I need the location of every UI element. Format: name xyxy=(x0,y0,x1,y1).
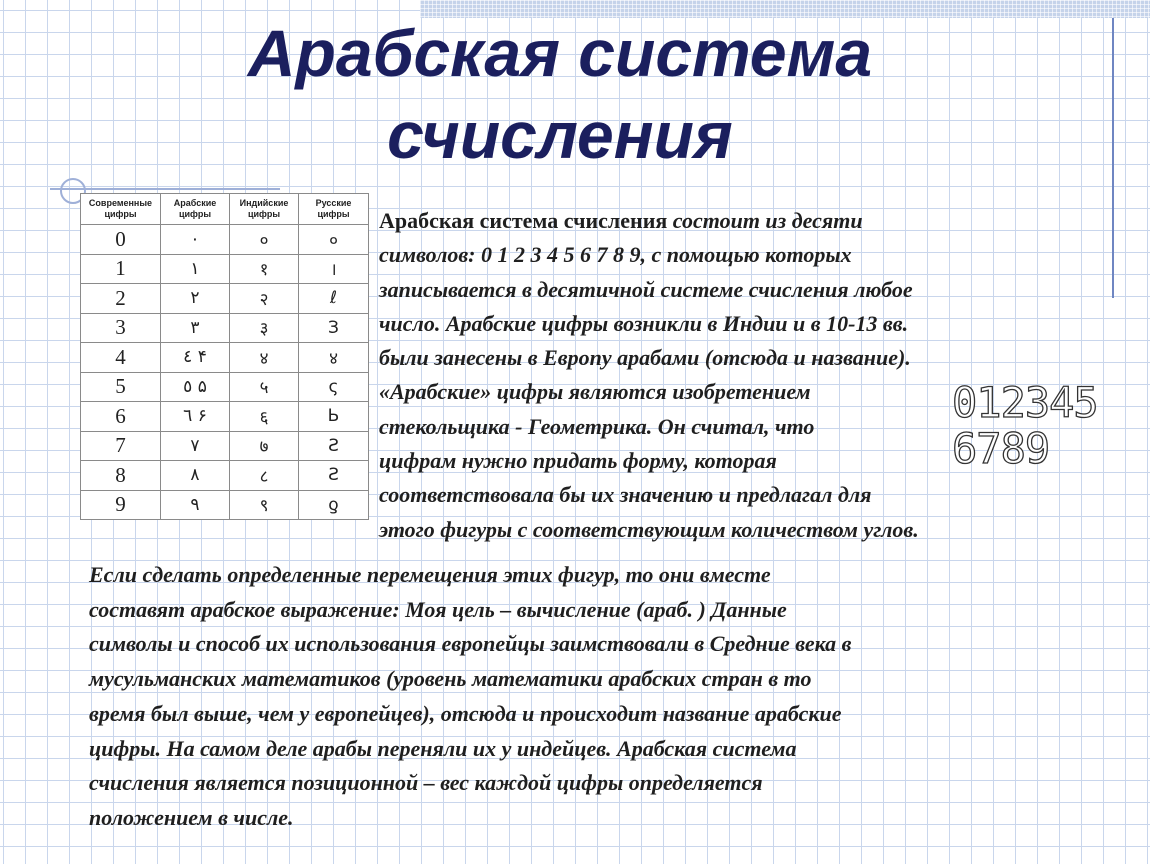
digit-indian: ७ xyxy=(230,431,299,461)
body-paragraph xyxy=(89,558,1099,836)
table-row xyxy=(81,225,369,255)
digit-russian: Ƨ xyxy=(299,431,369,461)
table-row xyxy=(81,402,369,432)
body-line: счисления является позиционной – вес каждой цифры определяется xyxy=(89,770,763,796)
intro-line: число. Арабские цифры возникли в Индии и в 10-13 вв. xyxy=(379,310,909,336)
digit-arabic: ٣ xyxy=(161,313,230,343)
intro-paragraph xyxy=(379,204,1094,547)
header-indian: Индийские цифры xyxy=(230,194,299,225)
digit-russian: З xyxy=(299,313,369,343)
intro-line xyxy=(379,204,1094,238)
digit-arabic: ٤ ۴ xyxy=(161,343,230,373)
table-row xyxy=(81,461,369,491)
table-row xyxy=(81,490,369,520)
title-line-1: Арабская система xyxy=(247,16,873,90)
digit-russian: ० xyxy=(299,225,369,255)
body-line: составят арабское выражение: Моя цель – вычисление (араб. ) Данные xyxy=(89,596,787,622)
digit-russian: । xyxy=(299,254,369,284)
digit-indian: २ xyxy=(230,284,299,314)
digit-modern: 8 xyxy=(81,461,161,491)
header-russian: Русские цифры xyxy=(299,194,369,225)
digit-arabic: ٦ ۶ xyxy=(161,402,230,432)
slide-title xyxy=(150,12,970,176)
digit-russian: ς xyxy=(299,372,369,402)
table-row xyxy=(81,343,369,373)
digit-modern: 1 xyxy=(81,254,161,284)
digit-arabic: ٧ xyxy=(161,431,230,461)
body-line: положением в числе. xyxy=(89,804,294,830)
body-line: цифры. На самом деле арабы переняли их у индейцев. Арабская система xyxy=(89,735,797,761)
digit-indian: ६ xyxy=(230,402,299,432)
digit-arabic: ٨ xyxy=(161,461,230,491)
digit-indian: ८ xyxy=(230,461,299,491)
table-row xyxy=(81,372,369,402)
digit-russian: Ь xyxy=(299,402,369,432)
digit-russian: Ƨ xyxy=(299,461,369,491)
intro-line: стекольщика - Геометрика. Он считал, что xyxy=(379,413,815,439)
digit-modern: 5 xyxy=(81,372,161,402)
intro-lead: Арабская система счисления xyxy=(379,208,673,233)
body-line: время был выше, чем у европейцев), отсюда и происходит название арабские xyxy=(89,700,842,726)
digit-arabic: ٢ xyxy=(161,284,230,314)
intro-line: были занесены в Европу арабами (отсюда и название). xyxy=(379,345,911,371)
digit-modern: 4 xyxy=(81,343,161,373)
intro-line: цифрам нужно придать форму, которая xyxy=(379,448,777,474)
header-modern: Современные цифры xyxy=(81,194,161,225)
digit-indian: ५ xyxy=(230,372,299,402)
body-line: Если сделать определенные перемещения этих фигур, то они вместе xyxy=(89,562,771,587)
intro-line: «Арабские» цифры являются изобретением xyxy=(379,379,811,405)
digit-arabic: ٩ xyxy=(161,490,230,520)
digit-modern: 7 xyxy=(81,431,161,461)
table-row xyxy=(81,284,369,314)
digit-russian: ƍ xyxy=(299,490,369,520)
body-line: мусульманских математиков (уровень математики арабских стран в то xyxy=(89,666,812,692)
geometric-digits-row-1: 012345 xyxy=(952,378,1098,427)
intro-line-1-rest: состоит из десяти xyxy=(672,208,863,233)
intro-line: записывается в десятичной системе счисления любое xyxy=(379,276,913,302)
digit-modern: 6 xyxy=(81,402,161,432)
geometric-digits-row-2: 6789 xyxy=(952,424,1050,473)
digit-arabic: ٥ ۵ xyxy=(161,372,230,402)
intro-line: символов: 0 1 2 3 4 5 6 7 8 9, с помощью которых xyxy=(379,242,852,268)
intro-line: соответствовала бы их значению и предлагал для xyxy=(379,482,872,508)
title-line-2: счисления xyxy=(387,98,733,172)
right-margin-rule xyxy=(1112,18,1114,298)
digit-indian: १ xyxy=(230,254,299,284)
geometric-digits-illustration xyxy=(952,380,1112,472)
digit-modern: 9 xyxy=(81,490,161,520)
table-row xyxy=(81,313,369,343)
digit-modern: 3 xyxy=(81,313,161,343)
digit-russian: ℓ xyxy=(299,284,369,314)
digit-russian: ४ xyxy=(299,343,369,373)
digit-modern: 0 xyxy=(81,225,161,255)
digit-arabic: ١ xyxy=(161,254,230,284)
digit-modern: 2 xyxy=(81,284,161,314)
digit-indian: ९ xyxy=(230,490,299,520)
digit-indian: ० xyxy=(230,225,299,255)
body-line: символы и способ их использования европейцы заимствовали в Средние века в xyxy=(89,631,852,657)
digit-indian: ४ xyxy=(230,343,299,373)
digit-arabic: ٠ xyxy=(161,225,230,255)
table-row xyxy=(81,431,369,461)
intro-line: этого фигуры с соответствующим количеством углов. xyxy=(379,516,919,542)
table-header-row xyxy=(81,194,369,225)
digit-indian: ३ xyxy=(230,313,299,343)
header-arabic: Арабские цифры xyxy=(161,194,230,225)
table-row xyxy=(81,254,369,284)
digit-comparison-table xyxy=(80,193,369,520)
